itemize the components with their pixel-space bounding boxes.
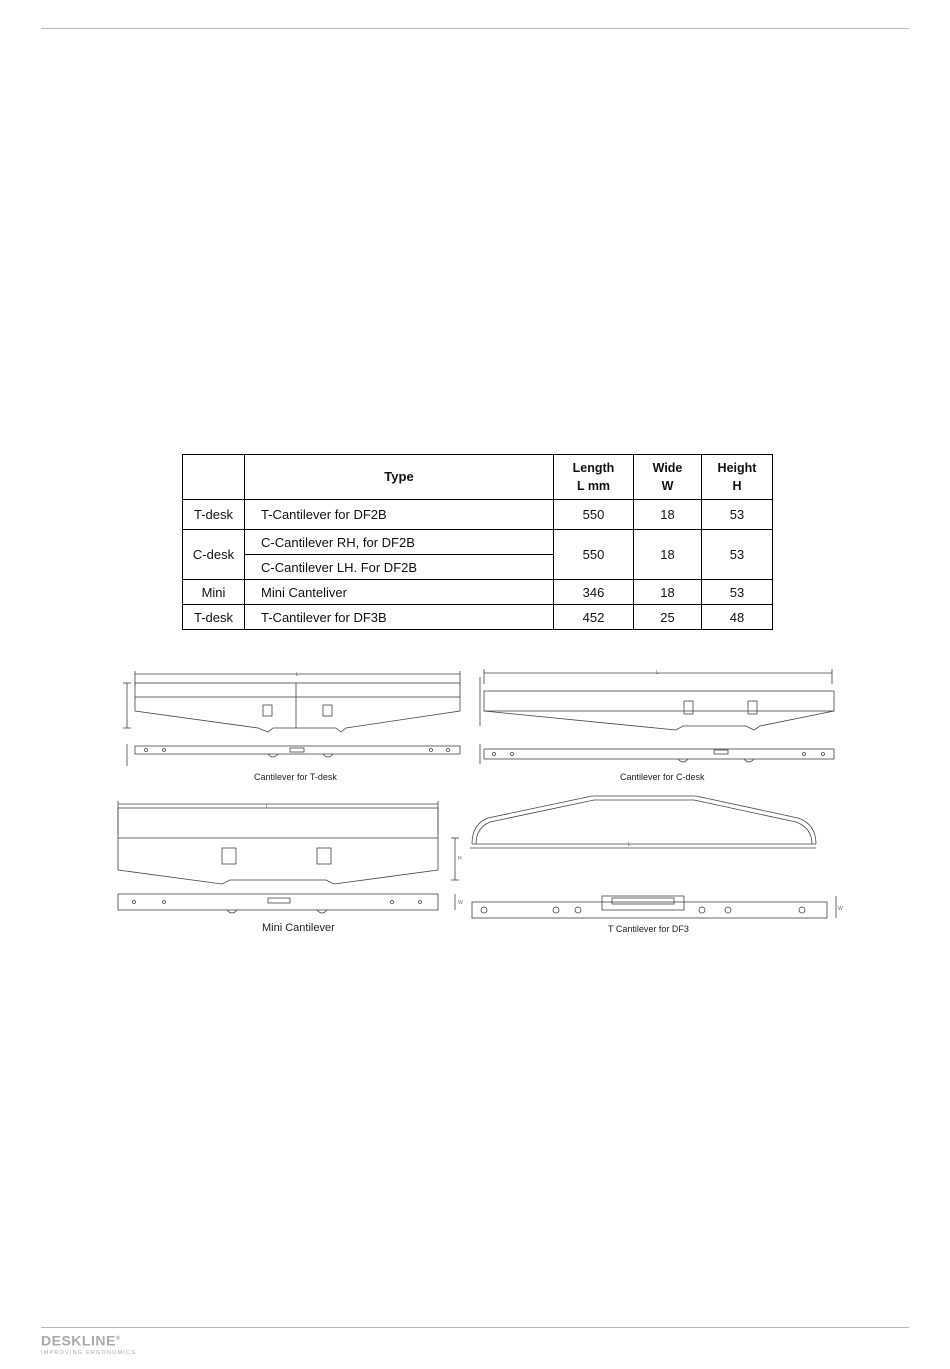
cell-group: C-desk — [183, 530, 245, 580]
c-desk-caption: Cantilever for C-desk — [620, 772, 705, 782]
header-desk — [183, 455, 245, 500]
footer-rule — [41, 1327, 909, 1328]
header-height-line1: Height — [717, 461, 757, 475]
table-row — [183, 500, 773, 530]
cell-length: 550 — [554, 500, 634, 530]
cell-group: Mini — [183, 580, 245, 605]
header-rule — [41, 28, 909, 29]
header-height — [702, 455, 773, 500]
cell-wide: 25 — [634, 605, 702, 630]
dim-w-label-df3: W — [838, 906, 843, 912]
logo-trademark: ® — [115, 1336, 121, 1342]
mini-caption: Mini Cantilever — [262, 922, 335, 934]
dim-l-label-mini: L — [266, 804, 269, 810]
dim-w-label-mini: W — [458, 900, 463, 906]
cell-height: 53 — [702, 500, 773, 530]
table-header-row — [183, 455, 773, 500]
cell-height: 53 — [702, 530, 773, 580]
header-length-line2: L mm — [576, 479, 611, 493]
t-desk-cantilever-drawing — [118, 666, 470, 770]
cantilever-spec-table — [182, 454, 773, 630]
cell-type: C-Cantilever LH. For DF2B — [245, 555, 554, 580]
header-wide-line2: W — [661, 479, 674, 493]
cell-wide: 18 — [634, 580, 702, 605]
header-length — [554, 455, 634, 500]
header-length-line1: Length — [572, 461, 615, 475]
header-type: Type — [245, 455, 554, 500]
cell-length: 452 — [554, 605, 634, 630]
cell-wide: 18 — [634, 530, 702, 580]
cell-group: T-desk — [183, 605, 245, 630]
table-row — [183, 530, 773, 555]
mini-cantilever-drawing — [112, 798, 468, 922]
cell-wide: 18 — [634, 500, 702, 530]
cell-type: C-Cantilever RH, for DF2B — [245, 530, 554, 555]
dim-h-label-mini: H — [458, 856, 462, 862]
t-desk-caption: Cantilever for T-desk — [254, 772, 337, 782]
table-row — [183, 580, 773, 605]
cell-type: T-Cantilever for DF2B — [245, 500, 554, 530]
cell-length: 550 — [554, 530, 634, 580]
c-desk-cantilever-drawing — [476, 664, 842, 770]
cell-group: T-desk — [183, 500, 245, 530]
header-wide-line1: Wide — [652, 461, 683, 475]
header-wide — [634, 455, 702, 500]
logo-brand: DESKLINE — [41, 1332, 116, 1349]
dim-l-label: L — [296, 672, 299, 678]
table-row — [183, 605, 773, 630]
dim-l-label-df3: L — [628, 842, 631, 848]
df3-caption: T Cantilever for DF3 — [608, 924, 689, 934]
dim-l-label-c: L — [656, 670, 659, 676]
cell-type: T-Cantilever for DF3B — [245, 605, 554, 630]
cell-height: 53 — [702, 580, 773, 605]
cell-type: Mini Canteliver — [245, 580, 554, 605]
header-height-line2: H — [732, 479, 742, 493]
cell-length: 346 — [554, 580, 634, 605]
deskline-logo — [41, 1331, 136, 1357]
logo-tagline: IMPROVING ERGONOMICS — [41, 1349, 137, 1356]
df3-cantilever-drawing — [466, 788, 846, 926]
cell-height: 48 — [702, 605, 773, 630]
